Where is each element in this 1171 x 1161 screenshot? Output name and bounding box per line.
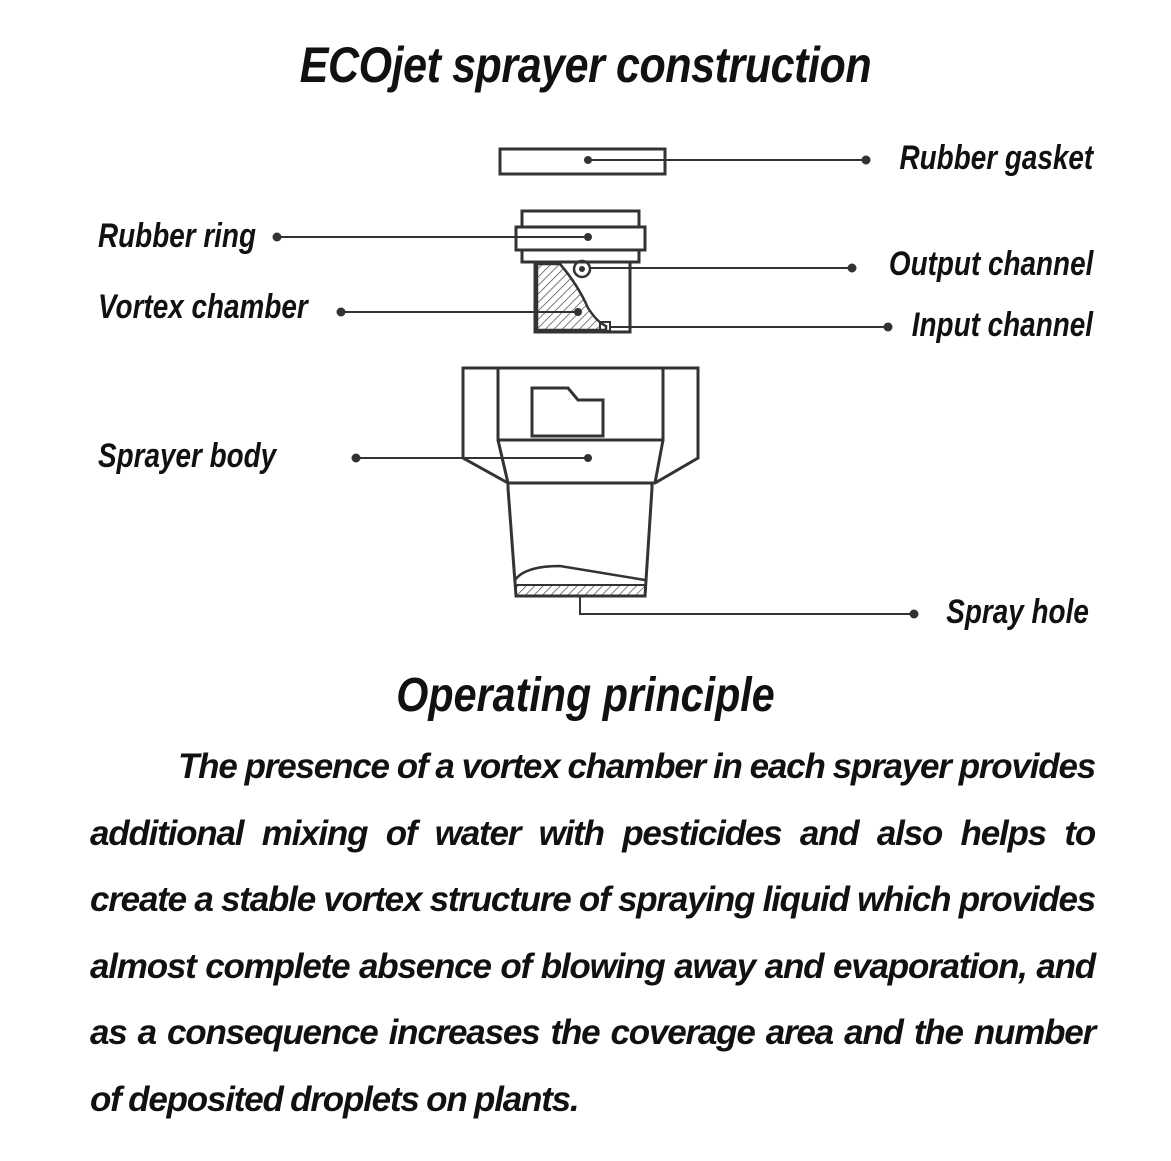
label-rubber-ring: Rubber ring (98, 217, 256, 255)
sprayer-body-part (463, 368, 698, 596)
label-spray-hole: Spray hole (946, 593, 1089, 631)
vortex-chamber-part (535, 261, 630, 332)
label-rubber-gasket: Rubber gasket (899, 139, 1093, 177)
label-output-channel: Output channel (888, 245, 1093, 283)
rubber-gasket-part (500, 149, 665, 174)
label-vortex-chamber: Vortex chamber (98, 288, 308, 326)
label-input-channel: Input channel (911, 306, 1093, 344)
description-paragraph: The presence of a vortex chamber in each sprayer provides additional mixing of water with pesticides and also helps to create a stable vortex structure of spraying liquid which provides almost complete absence of blowing away and evaporation, and as a consequence increases the coverage area and the number of deposited droplets on plants. (90, 747, 1095, 1119)
section-title: Operating principle (396, 669, 775, 722)
diagram-title: ECOjet sprayer construction (299, 37, 872, 93)
label-sprayer-body: Sprayer body (98, 437, 277, 475)
